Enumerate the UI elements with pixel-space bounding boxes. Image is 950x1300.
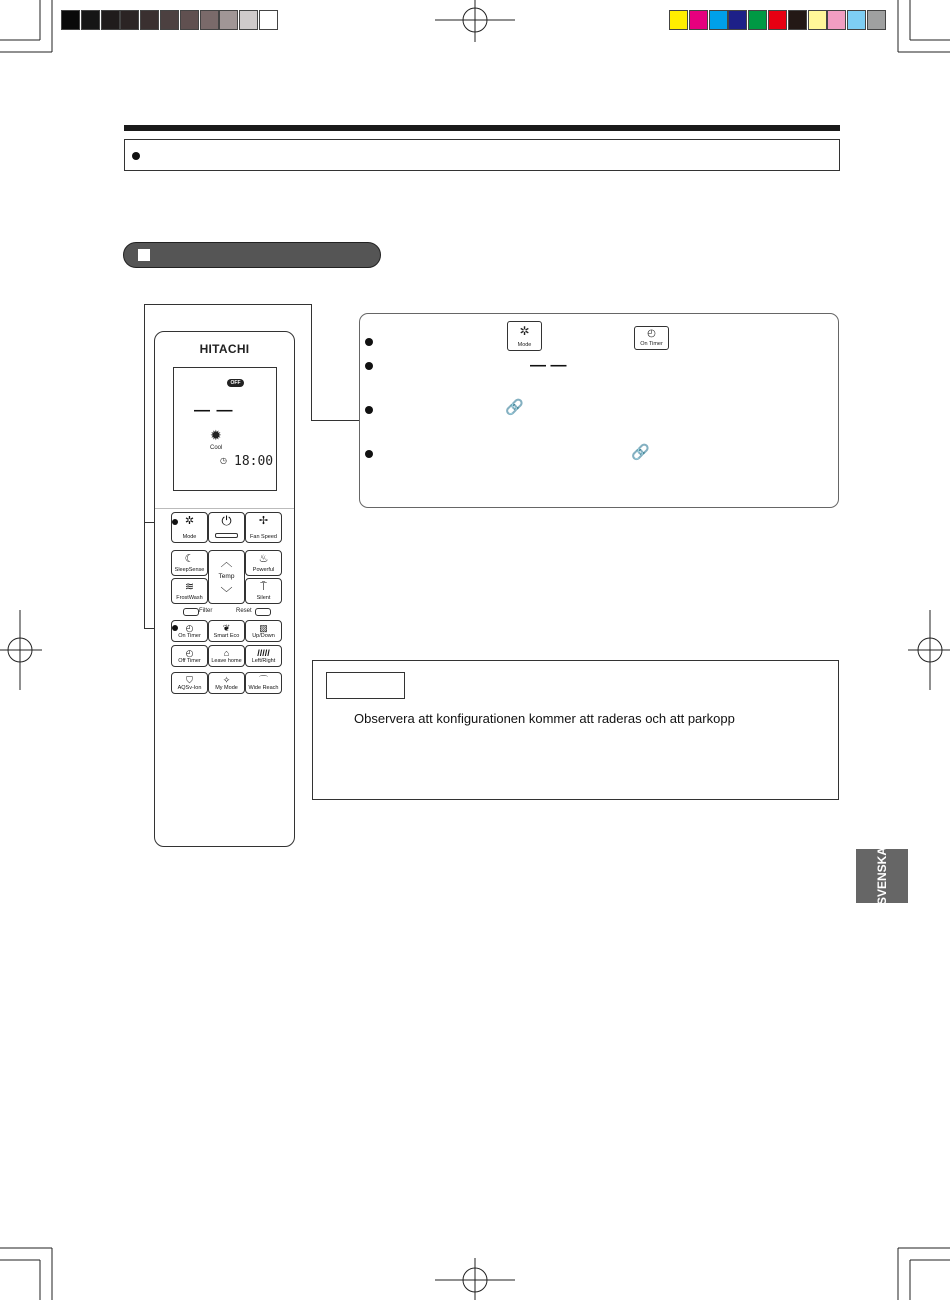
bullet-icon — [132, 152, 140, 160]
wide-reach-icon: ⌒ — [258, 675, 268, 685]
mode-button-icon — [507, 321, 542, 351]
filter-label: Filter — [199, 608, 213, 614]
color-swatch — [827, 10, 846, 30]
smart-eco-label: Smart Eco — [213, 633, 240, 639]
filter-pill-button[interactable] — [183, 608, 199, 616]
color-swatch — [867, 10, 886, 30]
color-swatch — [669, 10, 688, 30]
mode-snowflake-sun-icon: ✲ — [184, 515, 195, 527]
remote-display — [173, 367, 277, 491]
callout-dot-on-timer — [172, 625, 178, 631]
bullet-icon — [365, 450, 373, 458]
reset-pill-button[interactable] — [255, 608, 271, 616]
bullet-icon — [365, 362, 373, 370]
sleepsense-button[interactable] — [171, 550, 208, 576]
callout-dot-mode — [172, 519, 178, 525]
note-text: Observera att konfigurationen kommer att raderas och att parkopp — [354, 711, 735, 726]
silent-button[interactable] — [245, 578, 282, 604]
mode-button[interactable] — [171, 512, 208, 543]
fan-speed-button[interactable] — [245, 512, 282, 543]
instruction-box — [359, 313, 839, 508]
my-mode-label: My Mode — [215, 685, 238, 691]
off-timer-label: Off Timer — [178, 658, 201, 664]
display-mode-label: Cool — [210, 445, 223, 451]
color-swatch — [101, 10, 120, 30]
fan-icon: ✢ — [258, 515, 269, 527]
display-dashes-inline: — — — [530, 357, 567, 374]
color-swatch — [239, 10, 258, 30]
pairing-chain-icon: 🔗 — [631, 444, 650, 461]
language-tab-label: SVENSKA — [875, 846, 889, 906]
color-swatch — [259, 10, 278, 30]
reset-label: Reset — [236, 608, 252, 614]
sleepsense-label: SleepSense — [174, 567, 205, 573]
power-icon: ⏻ — [221, 513, 232, 528]
color-swatch — [180, 10, 199, 30]
color-swatch — [61, 10, 80, 30]
leave-home-button[interactable] — [208, 645, 245, 667]
silent-label: Silent — [256, 595, 271, 601]
color-swatch — [748, 10, 767, 30]
on-timer-clock-icon: ◴ — [185, 623, 194, 633]
bullet-icon — [365, 338, 373, 346]
my-mode-icon: ✧ — [222, 675, 231, 685]
powerful-icon: ♨ — [258, 553, 269, 565]
my-mode-button[interactable] — [208, 672, 245, 694]
temp-label: Temp — [218, 573, 235, 580]
clock-icon: ◷ — [220, 456, 227, 465]
color-swatch — [160, 10, 179, 30]
note-tag — [326, 672, 405, 699]
aqsv-ion-button[interactable] — [171, 672, 208, 694]
display-dashes: — — — [194, 402, 234, 419]
color-swatch — [808, 10, 827, 30]
color-swatch — [847, 10, 866, 30]
frostwash-button[interactable] — [171, 578, 208, 604]
color-swatch — [81, 10, 100, 30]
up-down-louver-icon: ▨ — [259, 623, 268, 633]
off-timer-clock-icon: ◴ — [185, 648, 194, 658]
color-swatch — [768, 10, 787, 30]
power-button[interactable] — [208, 512, 245, 543]
color-swatch — [728, 10, 747, 30]
on-timer-button[interactable] — [171, 620, 208, 642]
connector-line — [144, 304, 311, 305]
color-swatch — [788, 10, 807, 30]
silent-icon: ⍑ — [260, 581, 267, 593]
display-time: 18:00 — [234, 454, 274, 469]
mode-snowflake-sun-icon: ✲ — [519, 324, 530, 338]
sleep-moon-icon: ☾ — [184, 553, 195, 565]
wide-reach-button[interactable] — [245, 672, 282, 694]
connector-line — [144, 304, 145, 628]
mode-label: Mode — [182, 534, 197, 540]
mode-icon-label: Mode — [517, 342, 532, 348]
color-swatch — [709, 10, 728, 30]
connector-line — [311, 420, 359, 421]
powerful-button[interactable] — [245, 550, 282, 576]
remote-divider — [155, 508, 294, 509]
color-swatch — [689, 10, 708, 30]
language-tab — [856, 846, 908, 906]
up-down-button[interactable] — [245, 620, 282, 642]
connector-line — [311, 304, 312, 420]
remote-brand: HITACHI — [199, 342, 250, 356]
on-timer-label: On Timer — [178, 633, 201, 639]
power-indicator-bar — [215, 533, 238, 538]
frostwash-label: FrostWash — [176, 595, 203, 601]
leaf-icon: ❦ — [222, 623, 231, 633]
color-swatch — [140, 10, 159, 30]
leave-home-icon: ⌂ — [223, 648, 230, 658]
heading-box — [124, 139, 840, 171]
color-swatch — [219, 10, 238, 30]
color-swatch — [120, 10, 139, 30]
temp-up-icon[interactable]: ︿ — [220, 555, 233, 569]
section-header-pill — [123, 242, 381, 268]
ion-icon: ⛉ — [186, 675, 193, 685]
smart-eco-button[interactable] — [208, 620, 245, 642]
on-timer-icon-label: On Timer — [640, 341, 663, 347]
off-timer-button[interactable] — [171, 645, 208, 667]
on-timer-clock-icon: ◴ — [647, 328, 656, 339]
bullet-icon — [365, 406, 373, 414]
cool-sun-icon: ✹ — [210, 427, 222, 443]
leave-home-label: Leave home — [211, 658, 242, 664]
aqsv-ion-label: AQSv-Ion — [177, 685, 202, 691]
section-square-icon — [138, 249, 150, 261]
top-rule — [124, 125, 840, 131]
left-right-button[interactable] — [245, 645, 282, 667]
temp-rocker[interactable] — [208, 550, 245, 604]
pairing-chain-icon: 🔗 — [505, 399, 524, 416]
frostwash-icon: ≋ — [184, 581, 195, 593]
fan-speed-label: Fan Speed — [250, 534, 277, 540]
on-timer-button-icon — [634, 326, 669, 350]
temp-down-icon[interactable]: ﹀ — [220, 586, 233, 600]
powerful-label: Powerful — [252, 567, 275, 573]
wide-reach-label: Wide Reach — [248, 685, 279, 691]
up-down-label: Up/Down — [252, 633, 275, 639]
left-right-louver-icon: ///// — [257, 648, 270, 658]
color-swatch — [200, 10, 219, 30]
off-badge: OFF — [227, 379, 244, 387]
left-right-label: Left/Right — [251, 658, 276, 664]
